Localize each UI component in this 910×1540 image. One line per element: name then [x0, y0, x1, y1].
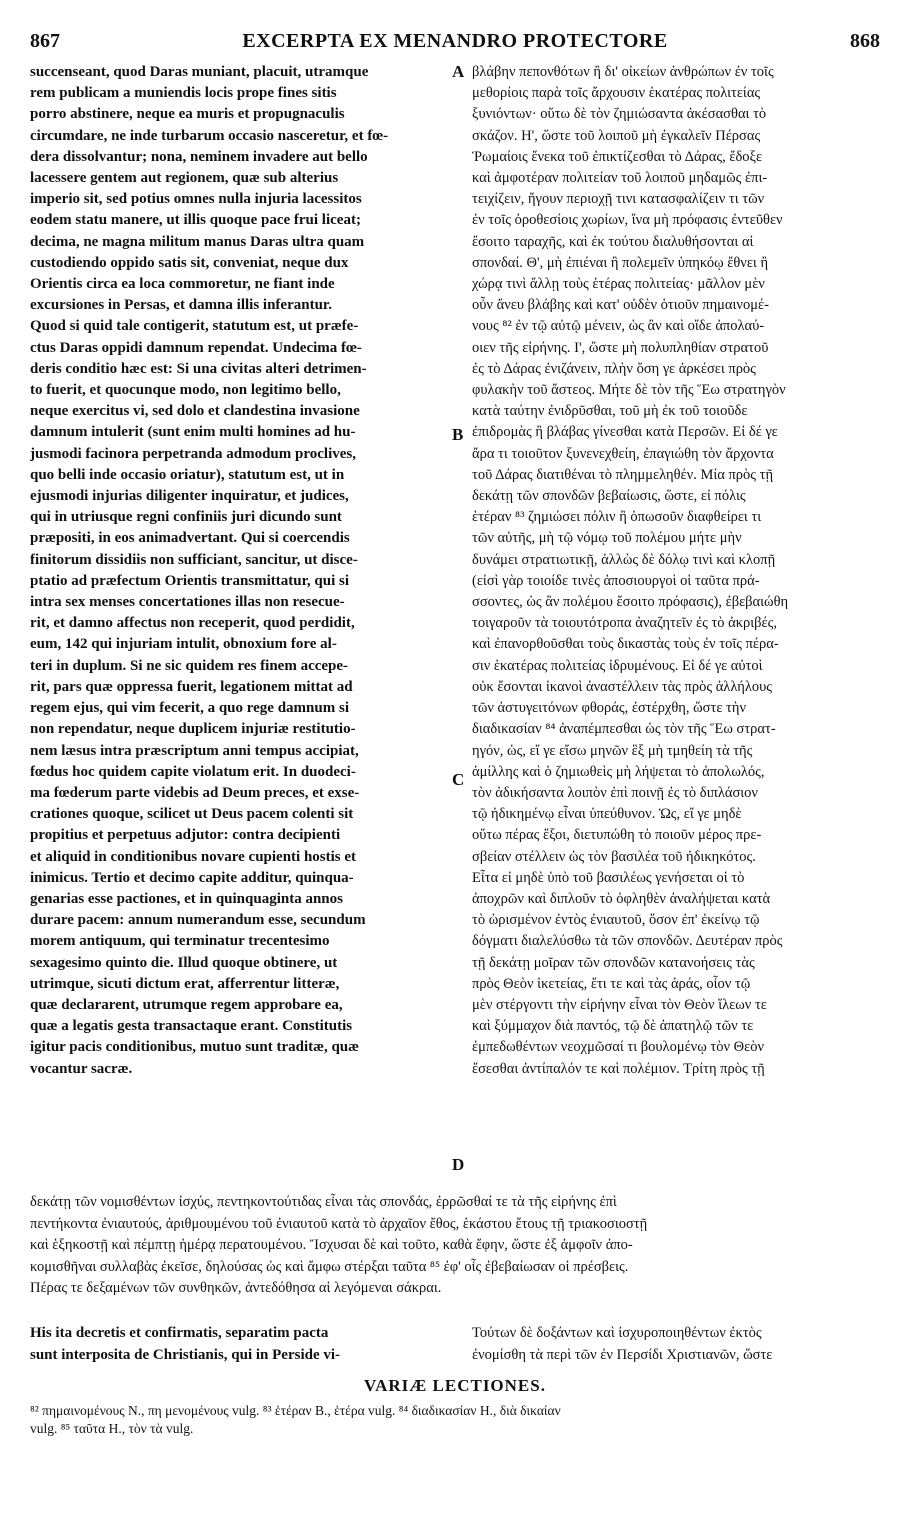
text-line: τὸ ὡρισμένον ἐντὸς ἐνιαυτοῦ, ὅσον ἐπ' ἐκείνῳ τῷ [472, 912, 760, 929]
text-line: ἔσεσθαι ἀντίπαλόν τε καὶ πολέμιον. Τρίτη πρὸς τῇ [472, 1060, 765, 1077]
text-line: ἑτέραν ⁸³ ζημιώσει πόλιν ἢ ὁπωσοῦν διαφθείρει τι [472, 509, 762, 526]
text-line: σβείαν στέλλειν ὡς τὸν βασιλέα τοῦ ἠδικηκότος. [472, 848, 756, 865]
text-line: qui in utriusque regni confiniis juri dicundo sunt [30, 509, 342, 526]
running-header [30, 30, 880, 60]
text-line: non rependatur, neque duplicem injuriæ restitutio- [30, 721, 356, 738]
bottom-greek-column [472, 1323, 882, 1366]
margin-letter-b: B [452, 425, 464, 444]
text-line: δόγματι διαλελύσθω τὰ τῶν σπονδῶν. Δευτέραν πρὸς [472, 933, 783, 950]
text-line: nem læsus intra præscriptum anni tempus accipiat, [30, 742, 359, 759]
text-line: οιεν τῆς εἰρήνης. Ι', ὥστε μὴ πολυπληθίαν στρατοῦ [472, 339, 769, 356]
text-line: dera dissolvantur; nona, neminem invadere aut bello [30, 148, 368, 165]
variae-lectiones-title: VARIÆ LECTIONES. [364, 1376, 546, 1395]
text-line: præpositi, in eos animadvertant. Qui si coercendis [30, 530, 350, 547]
text-line: καὶ ξύμμαχον διὰ παντός, τῷ δὲ ἀπατηλῷ τῶν τε [472, 1018, 754, 1035]
text-line: νους ⁸² ἐν τῷ αὐτῷ μένειν, ὡς ἂν καὶ οἵδε ἀπολαύ- [472, 318, 765, 335]
text-line: ἔσοιτο ταραχῆς, καὶ ἐκ τούτου διαλυθήσονται αἱ [472, 233, 754, 250]
variant-readings [30, 1402, 880, 1438]
margin-letter-c: C [452, 770, 465, 789]
text-line: δεκάτῃ τῶν σπονδῶν βεβαίωσις, ὥστε, εἰ πόλις [472, 488, 746, 505]
text-line: et aliquid in conditionibus novare cupienti hostis et [30, 848, 357, 865]
text-line: Orientis circa ea loca commoretur, ne fiant inde [30, 276, 335, 293]
text-line: Εἶτα εἰ μηδὲ ὑπὸ τοῦ βασιλέως γενήσεται οἱ τὸ [472, 869, 745, 886]
text-line: ἀποχρῶν καὶ διπλοῦν τὸ ὀφληθὲν ἀναλήψεται κατὰ [472, 890, 771, 907]
text-line: ⁸² πημαινομένους N., πη μενομένους vulg. ⁸³ ἑτέραν B., ἑτέρα vulg. ⁸⁴ διαδικασίαν H., διὰ δικαίαν [30, 1403, 561, 1418]
text-line: σπονδαί. Θ', μὴ ἐπιέναι ἢ πολεμεῖν ὑπηκόῳ ἔθνει ἢ [472, 254, 769, 271]
text-line: τοῦ Δάρας διατιθέναι τὸ πλημμεληθέν. Μία πρὸς τῇ [472, 466, 774, 483]
text-line: πρὸς Θεὸν ἱκετείας, ἔτι τε καὶ τὰς ἀράς, οἷον τῷ [472, 975, 751, 992]
text-line: δεκάτῃ τῶν νομισθέντων ἰσχύς, πεντηκοντούτιδας εἶναι τὰς σπονδάς, ἐρρῶσθαί τε τὰ τῆς εἰρήνης ἐπὶ [30, 1194, 617, 1210]
latin-column [30, 62, 450, 1080]
text-line: (εἰσὶ γὰρ τοιοίδε τινὲς ἀποσιουργοὶ οἱ ταῦτα πρά- [472, 572, 760, 589]
text-line: Πέρας τε δεξαμένων τῶν συνθηκῶν, ἀντεδόθησα αἱ λεγόμεναι σάκραι. [30, 1280, 442, 1296]
text-line: quæ a legatis gesta transactaque erant. Constitutis [30, 1018, 353, 1035]
text-line: ma fœderum parte videbis ad Deum preces, et exse- [30, 784, 360, 801]
text-line: ἐν τοῖς ὀροθεσίοις χωρίων, ἵνα μὴ πρόφασις ἐντεῦθεν [472, 212, 783, 229]
text-line: τὸν ἀδικήσαντα λοιπὸν ἐπὶ ποινῇ ἐς τὸ διπλάσιον [472, 784, 758, 801]
full-width-greek [30, 1192, 880, 1300]
text-line: crationes quoque, scilicet ut Deus pacem colenti sit [30, 806, 354, 823]
text-line: eodem statu manere, ut illis quoque pace frui liceat; [30, 212, 361, 229]
text-line: rem publicam a muniendis locis prope fines sitis [30, 85, 337, 102]
text-line: τῇ δεκάτῃ μοῖραν τῶν σπονδῶν κατανοήσεις τὰς [472, 954, 755, 971]
text-line: βλάβην πεπονθότων ἢ δι' οἰκείων ἀνθρώπων ἐν τοῖς [472, 64, 774, 80]
text-line: eum, 142 qui injuriam intulit, obnoxium fore al- [30, 636, 337, 653]
text-line: genarias esse pactiones, et in quinquaginta annos [30, 890, 343, 907]
text-line: καὶ ἀμφοτέραν πολιτείαν τοῦ λοιποῦ μηδαμῶς ἐπι- [472, 170, 768, 187]
text-line: circumdare, ne inde turbarum occasio nasceretur, et fœ- [30, 127, 389, 144]
text-line: ἁμίλλης καὶ ὁ ζημιωθεὶς μὴ λήψεται τὸ ἀπολωλός, [472, 763, 765, 780]
text-line: ξυνιόντων· οὕτω δὲ τὸν ζημιώσαντα ἀκέσασθαι τὸ [472, 106, 767, 123]
text-line: ἐς τὸ Δάρας ἐνιζάνειν, πλὴν ὅση γε ἀρκέσει πρὸς [472, 360, 756, 377]
text-line: τοιγαροῦν τὰ τοιουτότροπα ἀναζητεῖν ἐς τὸ ἀκριβές, [472, 615, 778, 632]
text-line: ἐνομίσθη τὰ περὶ τῶν ἐν Περσίδι Χριστιανῶν, ὥστε [472, 1346, 773, 1363]
text-line: finitorum dissidiis non sufficiant, sancitur, ut disce- [30, 551, 358, 568]
text-line: Ῥωμαίοις ἕνεκα τοῦ ἐπικτίζεσθαι τὸ Δάρας, ἔδοξε [472, 148, 763, 165]
text-line: regem ejus, qui vim fecerit, a quo rege damnum si [30, 700, 349, 717]
text-line: δυνάμει στρατιωτικῇ, ἀλλὼς δὲ δόλῳ τινὶ καὶ κλοπῇ [472, 551, 776, 568]
text-line: decima, ne magna militum manus Daras ultra quam [30, 233, 365, 250]
text-line: imperio sit, sed potius omnes nulla injuria lacessitos [30, 191, 362, 208]
text-line: οὖν ἄνευ βλάβης καὶ κατ' οὐδὲν ὁτιοῦν πημαινομέ- [472, 297, 769, 314]
text-line: intra sex menses concertationes illas non resecue- [30, 594, 345, 611]
text-line: quo belli inde occasio oriatur), statutum est, ut in [30, 466, 345, 483]
text-line: fœdus hoc quidem capite violatum erit. In duodeci- [30, 763, 356, 780]
text-line: σιν ἑκατέρας πολιτείας ἱδρυμένους. Εἰ δέ γε αὐτοὶ [472, 657, 763, 674]
text-line: ηγόν, ὡς, εἴ γε εἴσω μηνῶν ἓξ μὴ τμηθείη τὰ τῆς [472, 742, 753, 759]
text-line: jusmodi facinora perpetranda admodum proclives, [30, 445, 356, 462]
text-line: ctus Daras oppidi damnum rependat. Undecima fœ- [30, 339, 362, 356]
left-page-number: 867 [30, 30, 60, 52]
text-line: sexagesimo quinto die. Illud quoque obtinere, ut [30, 954, 338, 971]
text-line: Quod si quid tale contigerit, statutum est, ut præfe- [30, 318, 359, 335]
text-line: quæ declararent, utrumque regem approbare ea, [30, 996, 343, 1013]
text-line: vulg. ⁸⁵ ταῦτα H., τὸν τὰ vulg. [30, 1421, 194, 1436]
text-line: χώρᾳ τινὶ ἄλλῃ τοὺς ἑτέρας πολιτείας· μᾶλλον μὲν [472, 276, 765, 293]
right-page-number: 868 [849, 30, 880, 52]
text-line: damnum intulerit (sunt enim multi homines ad hu- [30, 424, 356, 441]
text-line: ejusmodi injurias diligenter inquiratur, et judices, [30, 488, 349, 505]
text-line: κομισθῆναι συλλαβὰς ἐκεῖσε, δηλούσας ὡς καὶ ἄμφω στέρξαι ταῦτα ⁸⁵ ἐφ' οἷς ἐβεβαίωσαν οἱ πρέσβεις. [30, 1258, 629, 1275]
text-line: φυλακὴν τοῦ ἄστεος. Μήτε δὲ τὸν τῆς Ἕω στρατηγὸν [472, 382, 786, 399]
text-line: ἐπιδρομὰς ἢ βλάβας γίνεσθαι κατὰ Περσῶν. Εἰ δέ γε [472, 424, 778, 441]
text-line: igitur pacis conditionibus, mutuo sunt traditæ, quæ [30, 1039, 359, 1056]
margin-letter-a: A [452, 62, 465, 81]
text-line: ἄρα τι τοιοῦτον ξυνενεχθείη, ἐπαγιώθη τὸν ἄρχοντα [472, 445, 774, 462]
text-line: excursiones in Persas, et damna illis inferantur. [30, 297, 332, 314]
greek-column [472, 62, 882, 1080]
running-title: EXCERPTA EX MENANDRO PROTECTORE [242, 30, 668, 52]
margin-letter-d: D [452, 1155, 465, 1174]
text-line: neque exercitus vi, sed dolo et clandestina invasione [30, 403, 360, 420]
text-line: οὐκ ἔσονται ἱκανοὶ ἀναστέλλειν τὰς πρὸς ἀλλήλους [472, 678, 773, 695]
text-line: porro abstinere, neque ea muris et propugnaculis [30, 106, 345, 123]
text-line: κατὰ ταύτην ἐνιδρῦσθαι, τοῦ μὴ ἐκ τοῦ τοιοῦδε [472, 403, 748, 420]
text-line: οὕτω πέρας ἕξοι, διετυπώθη τὸ ποιοῦν μέρος πρε- [472, 827, 762, 844]
text-line: Τούτων δὲ δοξάντων καὶ ἰσχυροποιηθέντων ἐκτὸς [472, 1325, 762, 1341]
text-line: to fuerit, et quocunque modo, non legitimo bello, [30, 382, 341, 399]
text-line: His ita decretis et confirmatis, separatim pacta [30, 1325, 329, 1341]
text-line: durare pacem: annum numerandum esse, secundum [30, 912, 366, 929]
text-line: utrimque, sicuti dictum erat, afferrentur litteræ, [30, 975, 340, 992]
text-line: morem antiquum, qui terminatur trecentesimo [30, 933, 330, 950]
text-line: teri in duplum. Si ne sic quidem res finem accepe- [30, 657, 349, 674]
bottom-latin-column [30, 1323, 460, 1366]
text-line: τειχίζειν, ἤγουν περιοχῇ τινι κατασφαλίζειν τι τῶν [472, 191, 765, 208]
text-line: τῷ ἠδικημένῳ εἶναι ὑπεύθυνον. Ὡς, εἴ γε μηδὲ [472, 806, 742, 823]
text-line: διαδικασίαν ⁸⁴ ἀναπέμπεσθαι ὡς τὸν τῆς Ἕω στρατ- [472, 721, 776, 738]
text-line: deris conditio hæc est: Si una civitas alteri detrimen- [30, 360, 367, 377]
text-line: μὲν στέργοντι τὴν εἰρήνην εἶναι τὸν Θεὸν ἵλεων τε [472, 996, 767, 1013]
text-line: custodiendo oppido satis sit, conveniat, neque dux [30, 254, 349, 271]
text-line: rit, et damno affectus non receperit, quod perdidit, [30, 615, 355, 632]
text-line: τῶν αὐτῆς, μὴ τῷ νόμῳ τοῦ πολέμου μήτε μὴν [472, 530, 742, 547]
text-line: μεθορίοις παρὰ τοῖς ἄρχουσιν ἑκατέρας πολιτείας [472, 85, 761, 102]
text-line: sunt interposita de Christianis, qui in Perside vi- [30, 1346, 341, 1363]
text-line: πεντήκοντα ἐνιαυτούς, ἀριθμουμένου τοῦ ἐνιαυτοῦ κατὰ τὸ ἀρχαῖον ἔθος, ἑκάστου ἔτους τῇ τριακοσιοστῇ [30, 1215, 648, 1232]
text-line: τῶν ἀστυγειτόνων φθοράς, ἐστέρχθη, ὥστε τὴν [472, 700, 747, 717]
text-line: καὶ ἐπανορθοῦσθαι τοὺς δικαστὰς τοὺς ἐν τοῖς πέρα- [472, 636, 779, 653]
text-line: καὶ ἑξηκοστῇ καὶ πέμπτῃ ἡμέρᾳ περατουμένου. Ἴσχυσαι δὲ καὶ τοῦτο, καθὰ ἔφην, ὥστε ἐξ ἀμφοῖν ἀπο- [30, 1237, 633, 1253]
text-line: σσοντες, ὡς ἂν πολέμου ἔσοιτο πρόφασις), ἐβεβαιώθη [472, 594, 789, 611]
text-line: lacessere gentem aut regionem, quæ sub alterius [30, 170, 339, 187]
text-line: σκάζον. Η', ὥστε τοῦ λοιποῦ μὴ ἐγκαλεῖν Πέρσας [472, 127, 761, 144]
text-line: ἐμπεδωθέντων νεοχμῶσαί τι βουλομένῳ τὸν Θεὸν [472, 1039, 765, 1056]
text-line: inimicus. Tertio et decimo capite additur, quinqua- [30, 869, 354, 886]
text-line: vocantur sacræ. [30, 1060, 133, 1077]
text-line: ptatio ad præfectum Orientis transmittatur, qui si [30, 572, 350, 589]
text-line: rit, pars quæ oppressa fuerit, legationem mittat ad [30, 678, 353, 695]
text-line: succenseant, quod Daras muniant, placuit, utramque [30, 64, 369, 80]
text-line: propitius et perpetuus adjutor: contra decipienti [30, 827, 341, 844]
